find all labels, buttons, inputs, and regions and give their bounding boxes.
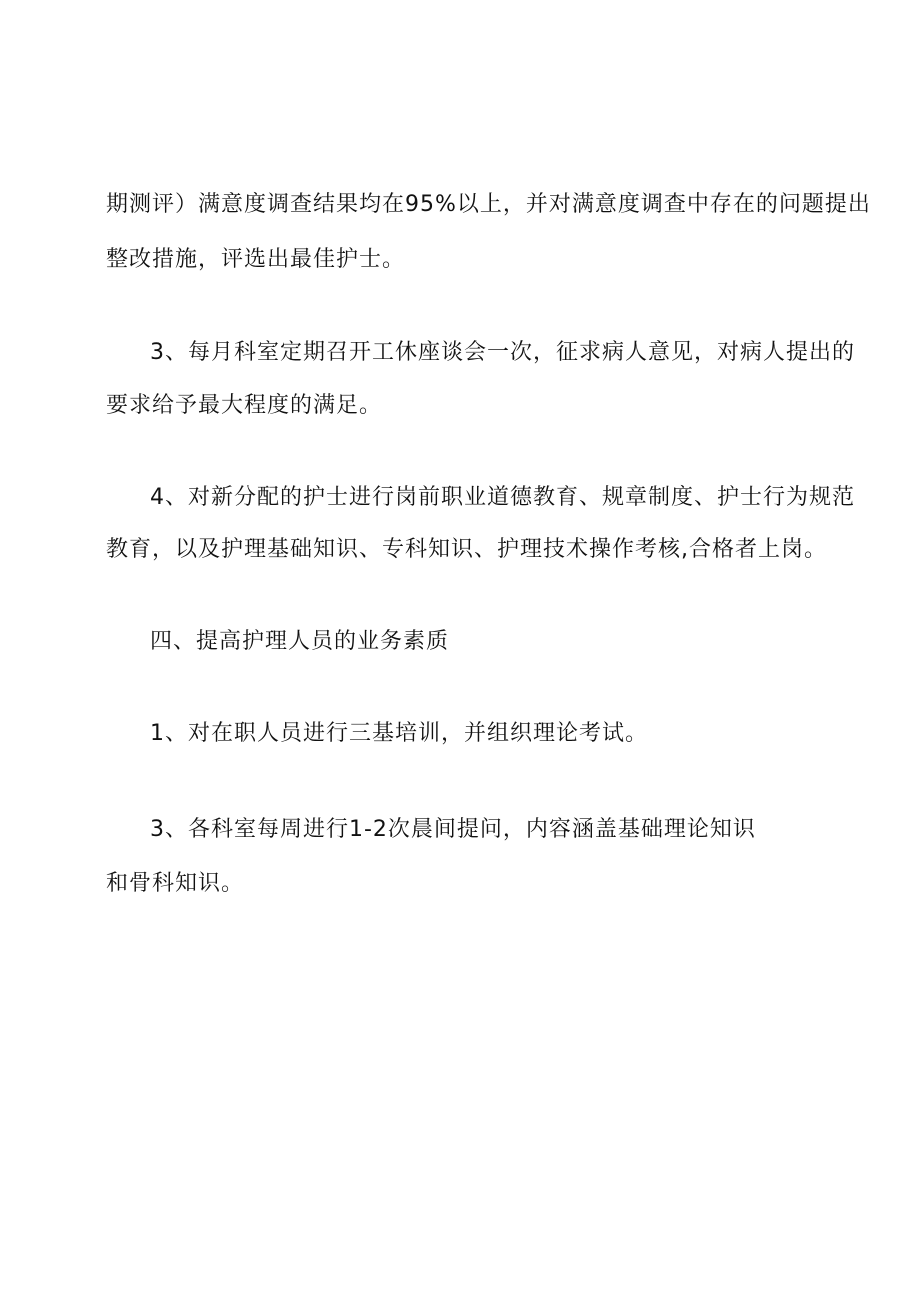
paragraph-item-3b-line-1: 3、各科室每周进行1-2次晨间提问，内容涵盖基础理论知识 — [150, 817, 756, 842]
paragraph-item-3-line-1: 3、每月科室定期召开工休座谈会一次，征求病人意见，对病人提出的 — [150, 340, 855, 365]
paragraph-item-1-line-1: 1、对在职人员进行三基培训，并组织理论考试。 — [150, 721, 648, 746]
paragraph-satisfaction-line-2: 整改措施，评选出最佳护士。 — [106, 247, 406, 272]
paragraph-item-4-line-2: 教育，以及护理基础知识、专科知识、护理技术操作考核,合格者上岗。 — [106, 537, 827, 562]
paragraph-item-4-line-1: 4、对新分配的护士进行岗前职业道德教育、规章制度、护士行为规范 — [150, 485, 855, 510]
paragraph-item-3-line-2: 要求给予最大程度的满足。 — [106, 393, 383, 418]
paragraph-satisfaction-line-1: 期测评）满意度调查结果均在95%以上，并对满意度调查中存在的问题提出 — [106, 192, 871, 217]
paragraph-item-3b-line-2: 和骨科知识。 — [106, 871, 245, 896]
section-heading: 四、提高护理人员的业务素质 — [150, 629, 450, 654]
